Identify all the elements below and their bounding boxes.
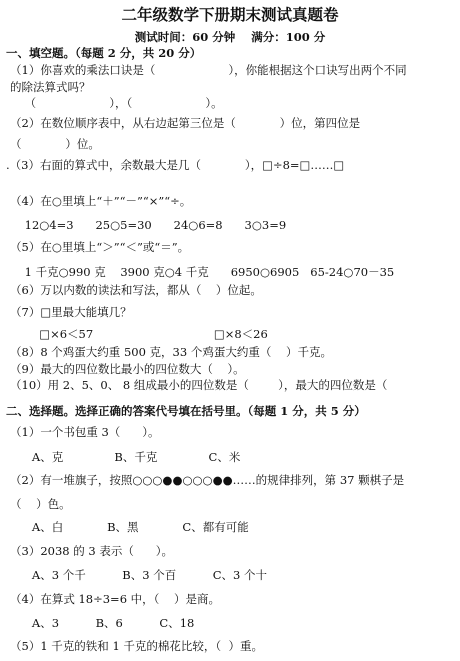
exam-title: 二年级数学下册期末测试真题卷 [121, 5, 339, 24]
s1-q10-line1: （10）用 2、5、0、 8 组成最小的四位数是（ ），最大的四位数是（ [10, 378, 388, 392]
s1-q8-line1: （8）8 个鸡蛋大约重 500 克，33 个鸡蛋大约重（ ）千克。 [10, 345, 332, 359]
s1-q7-line2: □×6＜57 □×8＜26 [10, 327, 268, 341]
s2-q3-line2: A、3 个千 B、3 个百 C、3 个十 [10, 568, 268, 582]
s1-q1-line2: 的除法算式吗？ [10, 80, 91, 94]
s1-q7-line1: （7）□里最大能填几？ [10, 305, 132, 319]
s1-q1-line3: （ ），（ ）。 [10, 96, 223, 110]
s2-q1-line2: A、克 B、千克 C、米 [10, 450, 241, 464]
s1-q5-line2: 1 千克○990 克 3900 克○4 千克 6950○6905 65-24○70－35 [10, 265, 395, 279]
s1-q3-line1: .（3）右面的算式中，余数最大是几（ ），□÷8=□……□ [6, 158, 345, 172]
s2-q2-line1: （2）有一堆旗子，按照○○○●●○○○●●……的规律排列，第 37 颗棋子是 [10, 473, 405, 487]
s2-q5-line1: （5）1 千克的铁和 1 千克的棉花比较，（ ）重。 [10, 639, 263, 653]
s1-q4-line1: （4）在○里填上“＋”“－”“×”“÷。 [10, 194, 192, 208]
section-2-heading: 二、选择题。选择正确的答案代号填在括号里。（每题 1 分，共 5 分） [6, 404, 366, 418]
s2-q1-line1: （1）一个书包重 3（ ）。 [10, 425, 160, 439]
s2-q3-line1: （3）2038 的 3 表示（ ）。 [10, 544, 174, 558]
s2-q4-line2: A、3 B、6 C、18 [10, 616, 195, 630]
s1-q6-line1: （6）万以内数的读法和写法，都从（ ）位起。 [10, 283, 262, 297]
s1-q2-line1: （2）在数位顺序表中，从右边起第三位是（ ）位，第四位是 [10, 116, 361, 130]
section-1-heading: 一、填空题。（每题 2 分，共 20 分） [6, 46, 202, 60]
s1-q4-line2: 12○4=3 25○5=30 24○6=8 3○3=9 [10, 218, 287, 232]
s1-q2-line2: （ ）位。 [10, 137, 100, 151]
exam-subtitle: 测试时间：60 分钟 满分：100 分 [134, 30, 326, 44]
s1-q1-line1: （1）你喜欢的乘法口诀是（ ），你能根据这个口诀写出两个不同 [10, 63, 407, 77]
s1-q5-line1: （5）在○里填上“＞”“＜”或“＝”。 [10, 240, 190, 254]
s1-q9-line1: （9）最大的四位数比最小的四位数大（ ）。 [10, 362, 245, 376]
s2-q4-line1: （4）在算式 18÷3=6 中，（ ）是商。 [10, 592, 221, 606]
s2-q2-line3: A、白 B、黑 C、都有可能 [10, 520, 249, 534]
s2-q2-line2: （ ）色。 [10, 497, 71, 511]
